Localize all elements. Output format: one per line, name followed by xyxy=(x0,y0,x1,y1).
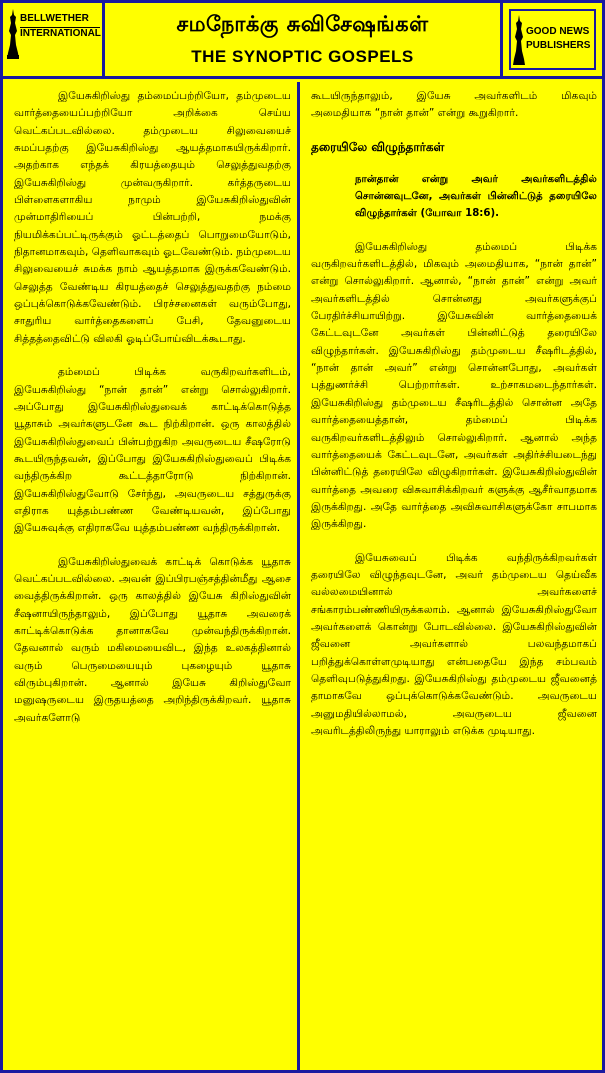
continued-paragraph: கூடயிருந்தாலும், இயேசு அவர்களிடம் மிகவும் அமைதியாக “நான் தான்” என்று கூறுகிறார். xyxy=(311,90,597,120)
title-tamil: சமநோக்கு சுவிசேஷங்கள் xyxy=(176,12,429,36)
bellwether-logo xyxy=(3,3,105,76)
bellwether-logo-text xyxy=(20,13,101,40)
good-news-logo-frame xyxy=(509,9,596,70)
good-news-line1: GOOD NEWS xyxy=(526,26,590,37)
statue-icon xyxy=(7,9,19,59)
good-news-line2: PUBLISHERS xyxy=(526,40,591,51)
title-block xyxy=(108,3,497,76)
paragraph: இயேசுவைப் பிடிக்க வந்திருக்கிறவர்கள் தரையிலே விழுந்தவுடனே, அவர் தம்முடைய தெய்வீக வல்லமையினால் அவர்களைச் சங்காரம்பண்ணியிருக்கலாம். ஆனால் இயேசுகிறிஸ்துவோ அவர்களைக் கொன்று போடவில்லை. இயேசுகிறிஸ்துவின் ஜீவனை அவர்களால் பலவந்தமாகப் பறித்துக்கொள்ளமுடியாது என்பதையே இந்த சம்பவம் தெளிவுபடுத்துகிறது. இயேசுகிறிஸ்து தம்முடைய ஜீவனைத் தாமாகவே ஒப்புக்கொடுக்கவேண்டும். அவருடைய அனுமதியில்லாமல், அவருடைய ஜீவனை அவரிடத்திலிருந்து யாராலும் எடுக்க முடியாது. xyxy=(311,551,597,737)
good-news-logo xyxy=(500,3,602,76)
statue-icon xyxy=(513,15,525,65)
paragraph: இயேசுகிறிஸ்து தம்மைப்பற்றியோ, தம்முடைய வார்த்தையைப்பற்றியோ அறிக்கை செய்ய வெட்கப்படவில்லை. தம்முடைய சிலுவையைச் சுமப்பதற்கு இயேசுகிறிஸ்து ஆயத்தமாகயிருக்கிறார். அதற்காக எந்தக் கிரயத்தையும் செலுத்துவதற்கு இயேசுகிறிஸ்து முன்வருகிறார். கர்த்தருடைய பிள்ளைகளாகிய நாமும் இயேசுகிறிஸ்துவின் முன்மாதிரியைப் பின்பற்றி, நமக்கு நியமிக்கப்பட்டிருக்கும் ஓட்டத்தைப் பொறுமையோடும், நிதானமாகவும், தெளிவாகவும் ஓடவேண்டும். நம்முடைய சிலுவையைச் சுமக்க நாம் ஆயத்தமாக இருக்கவேண்டும். செலுத்த வேண்டிய கிரயத்தைச் செலுத்துவதற்கு நம்மை ஒப்புக்கொடுக்கவேண்டும். பிரச்சனைகள் வரும்போது, சாதுரிய வார்த்தைகளைப் பேசி, தேவனுடைய சித்தத்தைவிட்டு விலகி ஓடிப்போய்விடக்கூடாது. xyxy=(14,90,291,345)
bellwether-line1: BELLWETHER xyxy=(20,13,89,24)
paragraph: இயேசுகிறிஸ்துவைக் காட்டிக் கொடுக்க யூதாசு வெட்கப்படவில்லை. அவன் இப்பிரபஞ்சத்தின்மீது ஆசை வைத்திருக்கிறான். ஒரு காலத்தில் இயேசு கிறிஸ்துவின் சீஷனாயிருந்தாலும், இப்போது யூதாசு அவரைக் காட்டிக்கொடுக்க தானாகவே முன்வந்திருக்கிறான். தேவனால் வரும் மகிமையைவிட, இந்த உலகத்தினால் வரும் பெருமையையும் புகழையும் யூதாசு விரும்புகிறான். ஆனால் இயேசு கிறிஸ்துவோ மனுஷருடைய இருதயத்தை அறிந்திருக்கிறவர். யூதாசு அவர்களோடு xyxy=(14,555,291,724)
section-heading: தரையிலே விழுந்தார்கள் xyxy=(311,139,445,154)
left-column xyxy=(6,82,300,1070)
bellwether-line2: INTERNATIONAL xyxy=(20,28,101,39)
good-news-logo-text xyxy=(526,25,590,53)
right-column xyxy=(303,82,605,1070)
header xyxy=(3,3,602,79)
title-english: THE SYNOPTIC GOSPELS xyxy=(191,47,414,66)
paragraph: தம்மைப் பிடிக்க வருகிறவர்களிடம், இயேசுகிறிஸ்து “நான் தான்” என்று சொல்லுகிறார். அப்போது இயேசுகிறிஸ்துவைக் காட்டிக்கொடுத்த யூதாசும் அவர்களுடனே கூட நிற்கிறான். ஒரு காலத்தில் இயேசுகிறிஸ்துவைப் பின்பற்றுகிற அவருடைய சீஷரோடு கூடயிருந்தவன், இப்போது இயேசுகிறிஸ்துவைப் பிடிக்க வந்திருக்கிற கூட்டத்தாரோடு நிற்கிறான். இயேசுகிறிஸ்துவோடு சேர்ந்து, அவருடைய சத்துருக்கு எதிராக யுத்தம்பண்ண வேண்டியவன், இப்போது இயேசுவுக்கு எதிராகவே யுத்தம்பண்ண வந்திருக்கிறான். xyxy=(14,366,291,535)
paragraph: இயேசுகிறிஸ்து தம்மைப் பிடிக்க வருகிறவர்களிடத்தில், மிகவும் அமைதியாக, “நான் தான்” என்று சொல்லுகிறார். ஆனால், “நான் தான்” என்று அவர் அவர்களிடத்தில் சொன்னது அவர்களுக்குப் பேரதிர்ச்சியாயிற்று. இயேசுவின் வார்த்தையைக் கேட்டவுடனே அவர்கள் பின்னிட்டுத் தரையிலே விழுந்தார்கள். இயேசுகிறிஸ்து தம்முடைய சீஷரிடத்தில், “நான் தான் அவர்” என்று சொன்னபோது, அவர்கள் புத்துணர்ச்சி பெற்றார்கள். உற்சாகமடைந்தார்கள். இயேசுகிறிஸ்து தம்முடைய சீஷரிடத்தில் சொன்ன அதே வார்த்தையைத்தான், தம்மைப் பிடிக்க வருகிறவர்களிடத்திலும் சொல்லுகிறார். ஆனால் அந்த வார்த்தையைக் கேட்டவுடனே, அவர்கள் அதிர்ச்சியடைந்து பின்னிட்டுத் தரையிலே விழுகிறார்கள். இயேசுகிறிஸ்துவின் வார்த்தை அவரை விசுவாசிக்கிறவர் களுக்கு ஆசீர்வாதமாக இருக்கிறது. அதே வார்த்தை அவிசுவாசிகளுக்கோ சாபமாக இருக்கிறது. xyxy=(311,240,597,531)
scripture-quote: நான்தான் என்று அவர் அவர்களிடத்தில் சொன்னவுடனே, அவர்கள் பின்னிட்டுத் தரையிலே விழுந்தார்கள் (யோவா 18:6). xyxy=(355,173,597,220)
